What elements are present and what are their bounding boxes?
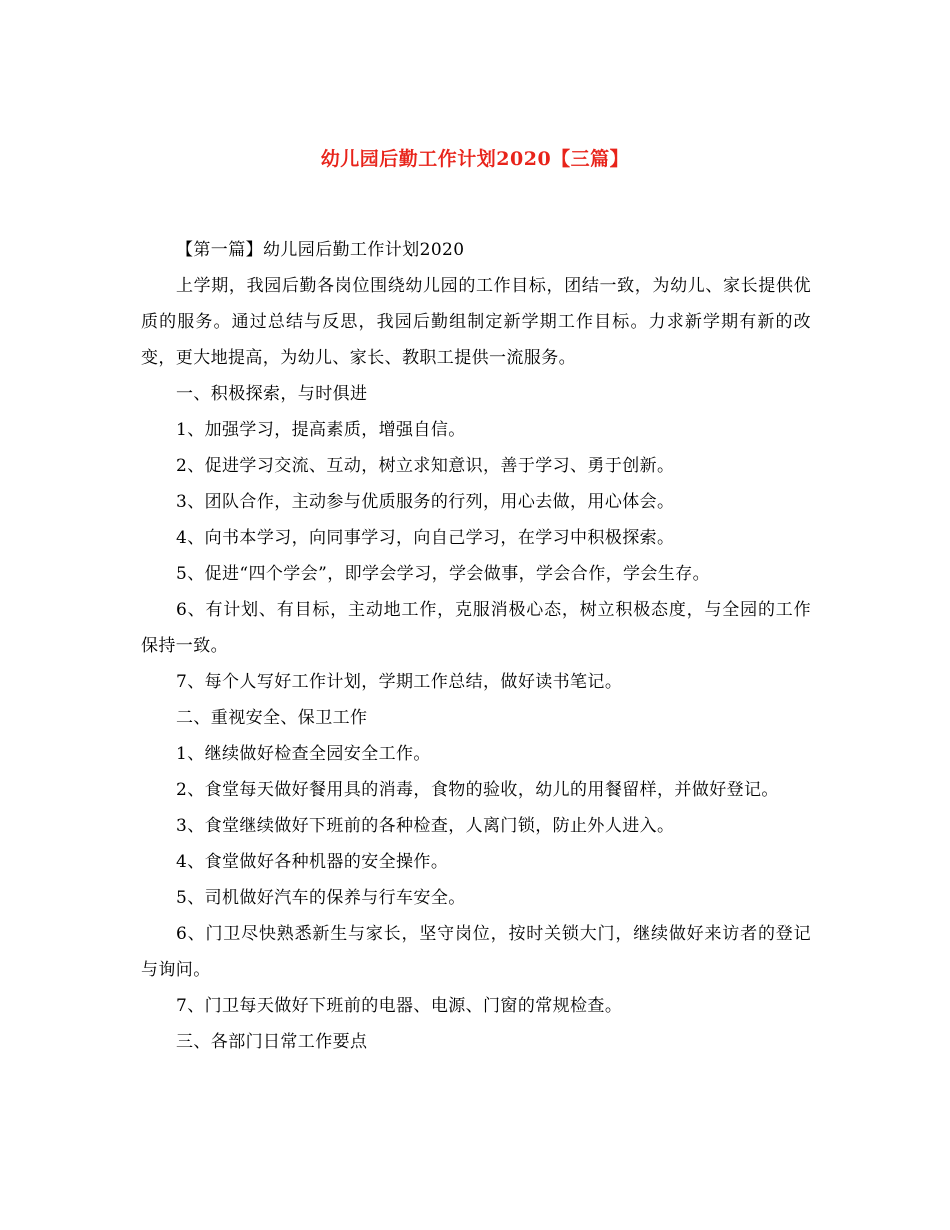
- section-heading-part-one: 【第一篇】幼儿园后勤工作计划2020: [176, 240, 465, 260]
- list-item: 3、团队合作，主动参与优质服务的行列，用心去做，用心体会。: [176, 492, 675, 512]
- list-item: 7、每个人写好工作计划，学期工作总结，做好读书笔记。: [176, 672, 623, 692]
- section-heading-2: 二、重视安全、保卫工作: [176, 708, 368, 728]
- list-item: 4、食堂做好各种机器的安全操作。: [176, 852, 449, 872]
- list-item: 1、加强学习，提高素质，增强自信。: [176, 420, 466, 440]
- list-item: 3、食堂继续做好下班前的各种检查，人离门锁，防止外人进入。: [176, 816, 675, 836]
- document-body: [141, 232, 811, 1060]
- list-item: 1、继续做好检查全园安全工作。: [176, 744, 431, 764]
- list-item: 6、有计划、有目标，主动地工作，克服消极心态，树立积极态度，与全园的工作保持一致。: [141, 600, 811, 656]
- section-heading-1: 一、积极探索，与时俱进: [176, 384, 368, 404]
- list-item: 6、门卫尽快熟悉新生与家长，坚守岗位，按时关锁大门，继续做好来访者的登记与询问。: [141, 924, 811, 980]
- list-item: 5、司机做好汽车的保养与行车安全。: [176, 888, 466, 908]
- list-item: 2、食堂每天做好餐用具的消毒，食物的验收，幼儿的用餐留样，并做好登记。: [176, 780, 779, 800]
- list-item: 4、向书本学习，向同事学习，向自己学习，在学习中积极探索。: [176, 528, 675, 548]
- list-item: 7、门卫每天做好下班前的电器、电源、门窗的常规检查。: [176, 996, 623, 1016]
- list-item: 5、促进“四个学会”，即学会学习，学会做事，学会合作，学会生存。: [176, 564, 710, 584]
- document-title: 幼儿园后勤工作计划2020【三篇】: [320, 148, 630, 170]
- section-heading-3: 三、各部门日常工作要点: [176, 1032, 368, 1052]
- intro-paragraph: 上学期，我园后勤各岗位围绕幼儿园的工作目标，团结一致，为幼儿、家长提供优质的服务。通过总结与反思，我园后勤组制定新学期工作目标。力求新学期有新的改变，更大地提高，为幼儿、家长、教职工提供一流服务。: [141, 276, 811, 368]
- list-item: 2、促进学习交流、互动，树立求知意识，善于学习、勇于创新。: [176, 456, 675, 476]
